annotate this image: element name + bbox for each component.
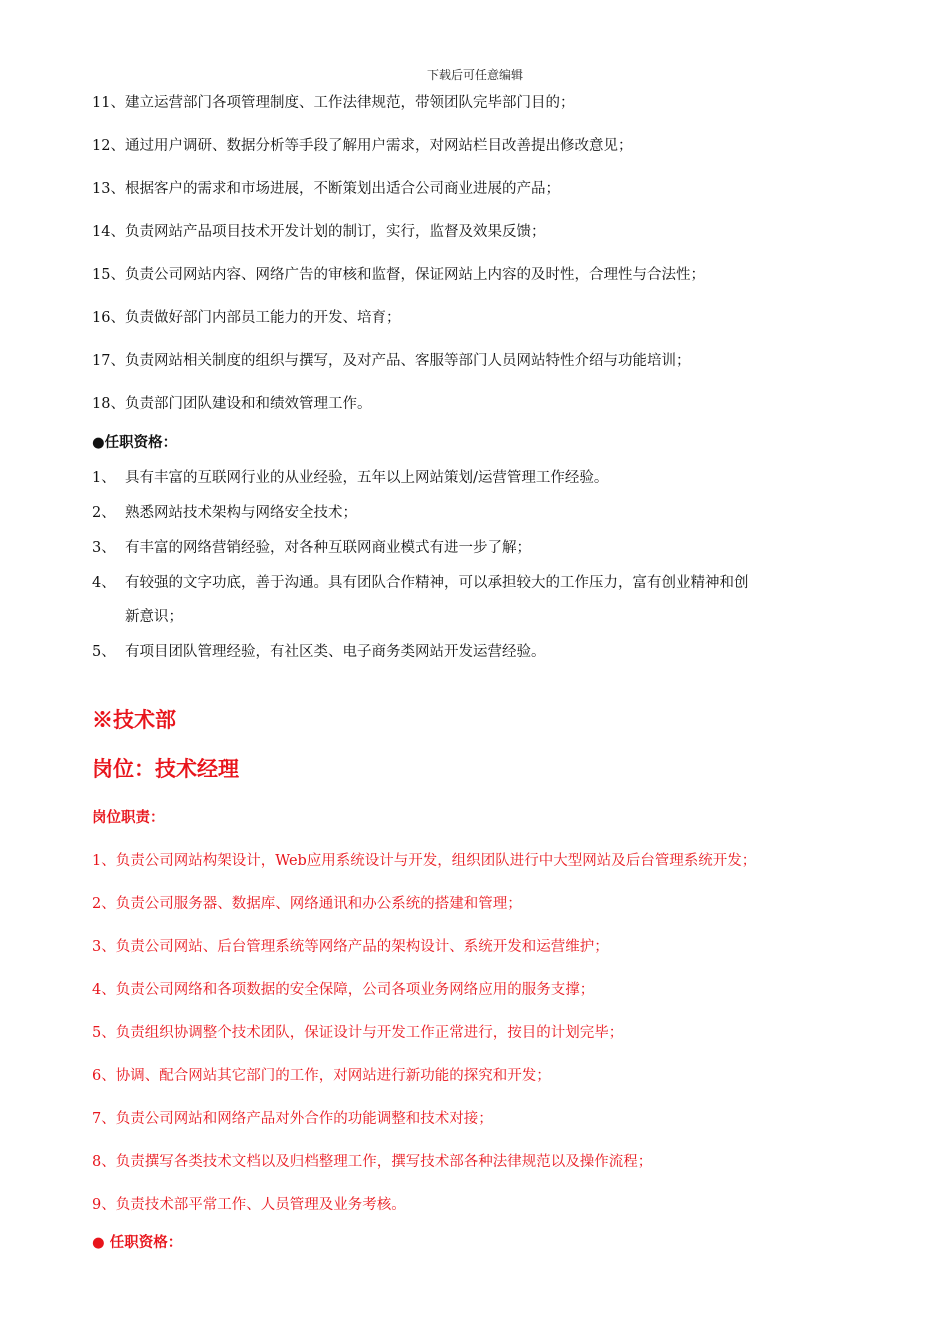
ops-qual-text: 有项目团队管理经验，有社区类、电子商务类网站开发运营经验。 <box>125 644 546 660</box>
ops-duty-item: 12、通过用户调研、数据分析等手段了解用户需求，对网站栏目改善提出修改意见； <box>92 138 633 154</box>
ops-qual-number: 4、 <box>92 575 116 591</box>
ops-duty-item: 14、负责网站产品项目技术开发计划的制订，实行，监督及效果反馈； <box>92 224 546 240</box>
ops-qual-number: 3、 <box>92 540 116 556</box>
tech-duty-item: 8、负责撰写各类技术文档以及归档整理工作，撰写技术部各种法律规范以及操作流程； <box>92 1154 653 1170</box>
ops-duty-item: 17、负责网站相关制度的组织与撰写，及对产品、客服等部门人员网站特性介绍与功能培训； <box>92 353 691 369</box>
tech-duty-item: 2、负责公司服务器、数据库、网络通讯和办公系统的搭建和管理； <box>92 896 522 912</box>
ops-qual-heading: ●任职资格： <box>92 434 178 451</box>
ops-qual-number: 1、 <box>92 470 116 486</box>
tech-duty-item: 1、负责公司网站构架设计，Web应用系统设计与开发，组织团队进行中大型网站及后台管理系统开发； <box>92 853 757 869</box>
ops-duty-item: 15、负责公司网站内容、网络广告的审核和监督，保证网站上内容的及时性，合理性与合法性； <box>92 267 705 283</box>
ops-qual-text: 有较强的文字功底，善于沟通。具有团队合作精神，可以承担较大的工作压力，富有创业精神和创 <box>125 575 749 591</box>
tech-duty-item: 5、负责组织协调整个技术团队，保证设计与开发工作正常进行，按目的计划完毕； <box>92 1025 624 1041</box>
tech-duty-item: 7、负责公司网站和网络产品对外合作的功能调整和技术对接； <box>92 1111 493 1127</box>
section-title: ※技术部 <box>92 707 176 732</box>
ops-qual-number: 2、 <box>92 505 116 521</box>
ops-qual-text: 熟悉网站技术架构与网络安全技术； <box>125 505 357 521</box>
position-title: 岗位：技术经理 <box>92 756 239 781</box>
ops-duty-item: 16、负责做好部门内部员工能力的开发、培育； <box>92 310 401 326</box>
ops-duty-item: 11、建立运营部门各项管理制度、工作法律规范，带领团队完毕部门目的； <box>92 95 575 111</box>
ops-qual-text: 有丰富的网络营销经验，对各种互联网商业模式有进一步了解； <box>125 540 531 556</box>
watermark: 下载后可任意编辑 <box>426 68 523 82</box>
ops-duty-item: 18、负责部门团队建设和和绩效管理工作。 <box>92 396 372 412</box>
tech-duty-item: 3、负责公司网站、后台管理系统等网络产品的架构设计、系统开发和运营维护； <box>92 939 609 955</box>
tech-qual-heading: ● 任职资格： <box>92 1234 183 1251</box>
duties-heading: 岗位职责： <box>92 809 165 826</box>
ops-qual-text-continued: 新意识； <box>125 609 183 625</box>
ops-qual-text: 具有丰富的互联网行业的从业经验，五年以上网站策划/运营管理工作经验。 <box>125 470 609 486</box>
ops-qual-number: 5、 <box>92 644 116 660</box>
tech-duty-item: 4、负责公司网络和各项数据的安全保障，公司各项业务网络应用的服务支撑； <box>92 982 595 998</box>
tech-duty-item: 6、协调、配合网站其它部门的工作，对网站进行新功能的探究和开发； <box>92 1068 551 1084</box>
ops-duty-item: 13、根据客户的需求和市场进展，不断策划出适合公司商业进展的产品； <box>92 181 560 197</box>
tech-duty-item: 9、负责技术部平常工作、人员管理及业务考核。 <box>92 1197 406 1213</box>
